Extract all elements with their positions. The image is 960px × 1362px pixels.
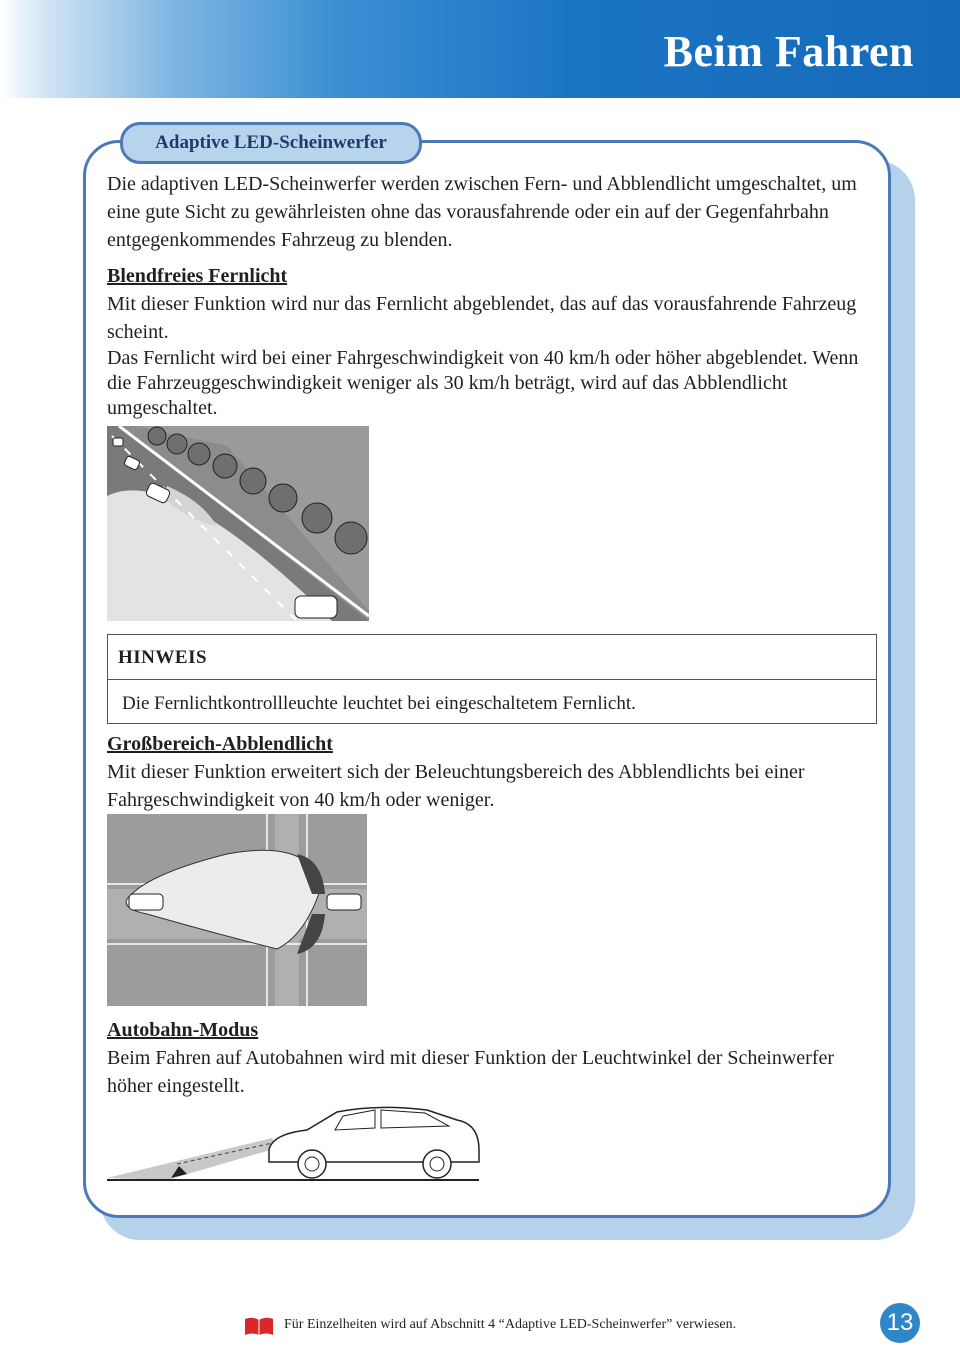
blendfrei-para1: Mit dieser Funktion wird nur das Fernlicht abgeblendet, das auf das vorausfahrende Fahrzeug scheint.	[107, 293, 857, 343]
grossbereich-para: Mit dieser Funktion erweitert sich der Beleuchtungsbereich des Abblendlichts bei einer Fahrgeschwindigkeit von 40 km/h oder weniger.	[107, 761, 805, 811]
note-title: HINWEIS	[118, 647, 208, 668]
page-number: 13	[880, 1303, 920, 1343]
page-title: Beim Fahren	[663, 27, 914, 76]
note-text: Die Fernlichtkontrollleuchte leuchtet bei eingeschaltetem Fernlicht.	[122, 693, 636, 714]
blendfrei-illustration	[107, 426, 369, 621]
blendfrei-block	[107, 262, 882, 421]
autobahn-illustration	[107, 1100, 485, 1184]
note-box	[107, 634, 877, 724]
autobahn-heading-text: Autobahn-Modus	[107, 1019, 259, 1041]
footer-reference-text: Für Einzelheiten wird auf Abschnitt 4 “Adaptive LED-Scheinwerfer” verwiesen.	[284, 1317, 737, 1332]
page-header	[0, 0, 960, 98]
blendfrei-heading: Blendfreies Fernlicht	[107, 265, 288, 287]
intro-paragraph: Die adaptiven LED-Scheinwerfer werden zwischen Fern- und Abblendlicht umgeschaltet, um eine gute Sicht zu gewährleisten ohne das vorausfahrende oder ein auf der Gegenfahrbahn entgegenkommendes Fahrzeug zu blenden.	[107, 173, 857, 251]
grossbereich-block	[107, 730, 882, 814]
autobahn-block	[107, 1016, 882, 1100]
note-divider	[108, 679, 876, 680]
section-tab: Adaptive LED-Scheinwerfer	[120, 122, 422, 164]
grossbereich-heading: Großbereich-Abblendlicht	[107, 733, 333, 755]
book-icon	[244, 1316, 274, 1336]
blendfrei-para2: Das Fernlicht wird bei einer Fahrgeschwindigkeit von 40 km/h oder höher abgeblendet. Wenn die Fahrzeuggeschwindigkeit weniger als 30 km/h beträgt, wird auf das Abblendlicht umgeschaltet.	[107, 347, 859, 419]
autobahn-para: Beim Fahren auf Autobahnen wird mit dieser Funktion der Leuchtwinkel der Scheinwerfer höher eingestellt.	[107, 1047, 835, 1097]
grossbereich-illustration	[107, 814, 367, 1006]
autobahn-heading	[107, 1016, 882, 1044]
